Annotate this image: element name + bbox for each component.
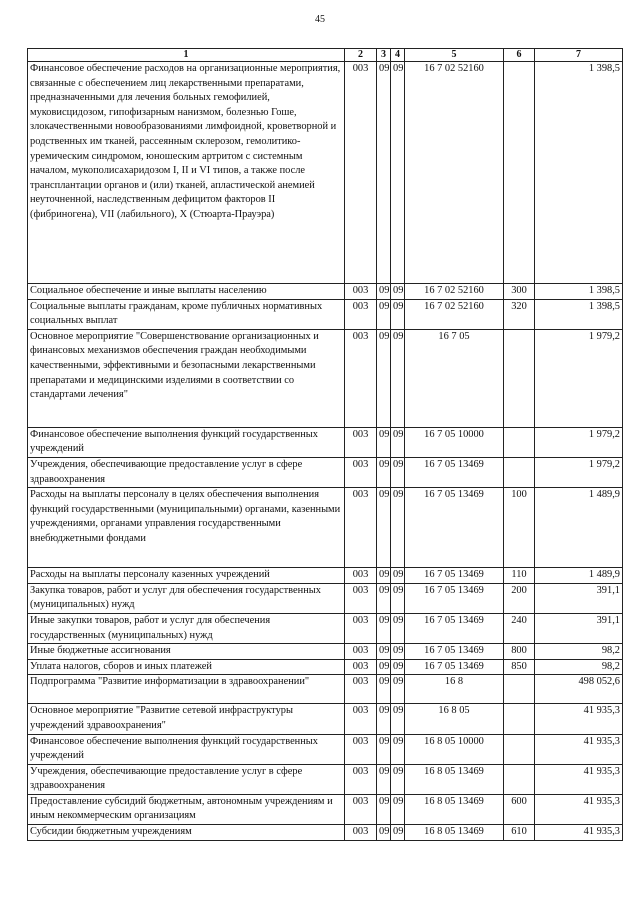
page-number: 45 [315,14,325,25]
cell-subsection: 09 [391,675,405,704]
column-header-4: 4 [391,49,405,62]
table-row [28,62,623,284]
cell-subsection: 09 [391,734,405,764]
cell-amount: 41 935,3 [535,825,623,841]
cell-name: Учреждения, обеспечивающие предоставление услуг в сфере здравоохранения [28,457,345,487]
cell-subsection: 09 [391,329,405,427]
cell-amount: 41 935,3 [535,794,623,824]
cell-admin-code: 003 [345,734,377,764]
cell-expense-type: 610 [504,825,535,841]
cell-subsection: 09 [391,583,405,613]
cell-amount: 1 398,5 [535,299,623,329]
cell-expense-type [504,764,535,794]
cell-name: Расходы на выплаты персоналу в целях обеспечения выполнения функций государственными (муниципальными) органами, казенными учреждениями, органами управления государственными внебюджетными фондами [28,488,345,568]
cell-subsection: 09 [391,568,405,584]
cell-subsection: 09 [391,299,405,329]
cell-target-article: 16 8 [405,675,504,704]
cell-expense-type: 200 [504,583,535,613]
cell-section: 09 [377,659,391,675]
budget-table [27,48,623,841]
cell-name: Иные закупки товаров, работ и услуг для обеспечения государственных (муниципальных) нужд [28,613,345,643]
cell-expense-type [504,329,535,427]
cell-section: 09 [377,704,391,734]
cell-target-article: 16 7 02 52160 [405,62,504,284]
cell-amount: 1 489,9 [535,568,623,584]
table-row [28,299,623,329]
table-row [28,825,623,841]
cell-target-article: 16 7 05 13469 [405,644,504,660]
cell-section: 09 [377,427,391,457]
cell-section: 09 [377,764,391,794]
column-header-5: 5 [405,49,504,62]
cell-name: Основное мероприятие "Развитие сетевой инфраструктуры учреждений здравоохранения" [28,704,345,734]
cell-subsection: 09 [391,825,405,841]
cell-target-article: 16 7 05 [405,329,504,427]
cell-admin-code: 003 [345,704,377,734]
cell-admin-code: 003 [345,62,377,284]
cell-target-article: 16 8 05 13469 [405,764,504,794]
cell-expense-type: 800 [504,644,535,660]
cell-section: 09 [377,825,391,841]
cell-amount: 1 398,5 [535,62,623,284]
table-row [28,644,623,660]
cell-admin-code: 003 [345,488,377,568]
cell-admin-code: 003 [345,329,377,427]
column-header-7: 7 [535,49,623,62]
table-row [28,457,623,487]
cell-amount: 41 935,3 [535,704,623,734]
cell-amount: 1 979,2 [535,457,623,487]
cell-amount: 1 979,2 [535,427,623,457]
cell-section: 09 [377,329,391,427]
cell-section: 09 [377,794,391,824]
cell-name: Финансовое обеспечение выполнения функций государственных учреждений [28,427,345,457]
cell-name: Социальное обеспечение и иные выплаты населению [28,284,345,300]
cell-amount: 41 935,3 [535,764,623,794]
cell-name: Основное мероприятие "Совершенствование организационных и финансовых механизмов обеспечения граждан необходимыми качественными, эффективными и безопасными лекарственными препаратами и медицинскими изделиями в соответствии со стандартами лечения" [28,329,345,427]
cell-section: 09 [377,488,391,568]
cell-section: 09 [377,734,391,764]
cell-section: 09 [377,644,391,660]
cell-expense-type: 300 [504,284,535,300]
cell-amount: 98,2 [535,644,623,660]
cell-section: 09 [377,299,391,329]
cell-target-article: 16 7 05 10000 [405,427,504,457]
cell-admin-code: 003 [345,764,377,794]
column-header-6: 6 [504,49,535,62]
cell-admin-code: 003 [345,583,377,613]
cell-name: Субсидии бюджетным учреждениям [28,825,345,841]
cell-admin-code: 003 [345,299,377,329]
cell-section: 09 [377,568,391,584]
table-row [28,427,623,457]
cell-name: Иные бюджетные ассигнования [28,644,345,660]
cell-admin-code: 003 [345,794,377,824]
cell-name: Предоставление субсидий бюджетным, автономным учреждениям и иным некоммерческим организациям [28,794,345,824]
cell-expense-type [504,427,535,457]
cell-section: 09 [377,583,391,613]
cell-subsection: 09 [391,644,405,660]
cell-expense-type [504,457,535,487]
cell-admin-code: 003 [345,659,377,675]
cell-target-article: 16 7 05 13469 [405,488,504,568]
cell-admin-code: 003 [345,644,377,660]
cell-name: Расходы на выплаты персоналу казенных учреждений [28,568,345,584]
cell-target-article: 16 8 05 13469 [405,825,504,841]
cell-section: 09 [377,62,391,284]
cell-target-article: 16 8 05 13469 [405,794,504,824]
cell-subsection: 09 [391,427,405,457]
table-body [28,62,623,841]
table-row [28,568,623,584]
cell-subsection: 09 [391,704,405,734]
cell-name: Финансовое обеспечение расходов на организационные мероприятия, связанные с обеспечением лиц лекарственными препаратами, предназначенными для лечения больных гемофилией, муковисцидозом, гипофизарным нанизмом, болезнью Гоше, злокачественными новообразованиями лимфоидной, кроветворной и родственных им тканей, рассеянным склерозом, гемолитико-уремическим синдромом, юношеским артритом с системным началом, мукополисахаридозом I, II и VI типов, а также после трансплантации органов и (или) тканей, апластической анемией неуточненной, наследственным дефицитом факторов II (фибриногена), VII (лабильного), X (Стюарта-Прауэра) [28,62,345,284]
table-row [28,704,623,734]
cell-amount: 498 052,6 [535,675,623,704]
cell-target-article: 16 8 05 [405,704,504,734]
cell-subsection: 09 [391,62,405,284]
cell-subsection: 09 [391,764,405,794]
cell-expense-type: 110 [504,568,535,584]
cell-admin-code: 003 [345,427,377,457]
cell-admin-code: 003 [345,284,377,300]
column-header-1: 1 [28,49,345,62]
cell-subsection: 09 [391,794,405,824]
table-row [28,284,623,300]
cell-target-article: 16 8 05 10000 [405,734,504,764]
cell-expense-type: 320 [504,299,535,329]
cell-name: Подпрограмма "Развитие информатизации в здравоохранении" [28,675,345,704]
table-row [28,488,623,568]
cell-expense-type [504,704,535,734]
cell-expense-type [504,62,535,284]
cell-amount: 41 935,3 [535,734,623,764]
cell-subsection: 09 [391,284,405,300]
cell-amount: 98,2 [535,659,623,675]
table-row [28,734,623,764]
cell-name: Закупка товаров, работ и услуг для обеспечения государственных (муниципальных) нужд [28,583,345,613]
cell-name: Финансовое обеспечение выполнения функций государственных учреждений [28,734,345,764]
cell-admin-code: 003 [345,457,377,487]
table-row [28,675,623,704]
column-header-2: 2 [345,49,377,62]
table-row [28,659,623,675]
cell-section: 09 [377,613,391,643]
cell-admin-code: 003 [345,675,377,704]
cell-admin-code: 003 [345,825,377,841]
cell-expense-type [504,675,535,704]
cell-target-article: 16 7 05 13469 [405,568,504,584]
cell-expense-type: 850 [504,659,535,675]
cell-subsection: 09 [391,613,405,643]
cell-name: Социальные выплаты гражданам, кроме публичных нормативных социальных выплат [28,299,345,329]
cell-amount: 391,1 [535,613,623,643]
cell-expense-type: 240 [504,613,535,643]
table-row [28,329,623,427]
cell-section: 09 [377,675,391,704]
cell-section: 09 [377,284,391,300]
table-row [28,764,623,794]
cell-name: Учреждения, обеспечивающие предоставление услуг в сфере здравоохранения [28,764,345,794]
cell-subsection: 09 [391,659,405,675]
cell-name: Уплата налогов, сборов и иных платежей [28,659,345,675]
cell-section: 09 [377,457,391,487]
cell-target-article: 16 7 05 13469 [405,613,504,643]
cell-target-article: 16 7 05 13469 [405,659,504,675]
cell-target-article: 16 7 05 13469 [405,583,504,613]
table-row [28,613,623,643]
table-row [28,583,623,613]
cell-target-article: 16 7 05 13469 [405,457,504,487]
cell-amount: 1 398,5 [535,284,623,300]
cell-amount: 391,1 [535,583,623,613]
column-header-3: 3 [377,49,391,62]
cell-expense-type: 600 [504,794,535,824]
cell-expense-type [504,734,535,764]
cell-subsection: 09 [391,457,405,487]
table-header-row [28,49,623,62]
cell-amount: 1 979,2 [535,329,623,427]
cell-amount: 1 489,9 [535,488,623,568]
cell-expense-type: 100 [504,488,535,568]
cell-admin-code: 003 [345,613,377,643]
table-row [28,794,623,824]
cell-subsection: 09 [391,488,405,568]
cell-target-article: 16 7 02 52160 [405,284,504,300]
cell-admin-code: 003 [345,568,377,584]
cell-target-article: 16 7 02 52160 [405,299,504,329]
